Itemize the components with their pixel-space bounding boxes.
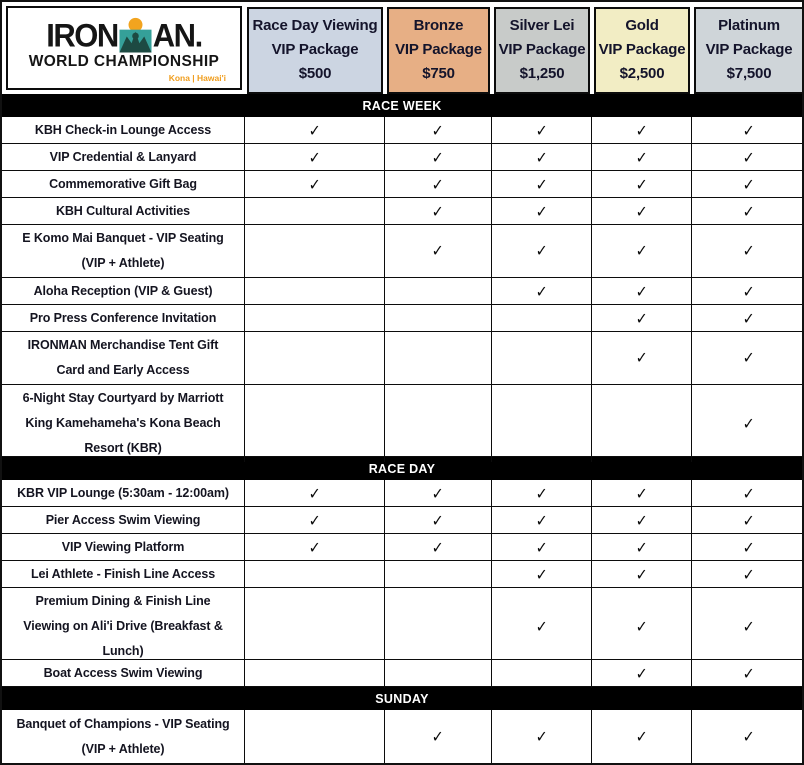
package-name: Platinum xyxy=(718,17,780,35)
package-header-race-day-viewing xyxy=(247,7,383,94)
check-cell xyxy=(492,198,592,226)
checkmark-icon: ✓ xyxy=(308,539,321,557)
package-header-silver-lei xyxy=(494,7,590,94)
check-cell xyxy=(492,225,592,277)
check-cell xyxy=(692,710,804,763)
package-price: $1,250 xyxy=(519,65,565,83)
checkmark-icon: ✓ xyxy=(431,149,445,167)
feature-cell: KBH Cultural Activities xyxy=(2,198,245,226)
check-cell xyxy=(692,507,804,535)
check-cell xyxy=(385,480,492,508)
checkmark-icon: ✓ xyxy=(431,203,445,221)
table-row xyxy=(2,507,802,534)
empty-cell xyxy=(492,305,592,333)
check-cell xyxy=(492,480,592,508)
check-cell xyxy=(692,305,804,333)
check-cell xyxy=(592,198,692,226)
table-row xyxy=(2,117,802,144)
checkmark-icon: ✓ xyxy=(635,243,648,260)
check-cell xyxy=(692,588,804,665)
checkmark-icon: ✓ xyxy=(635,310,648,328)
empty-cell xyxy=(385,561,492,589)
checkmark-icon: ✓ xyxy=(635,149,648,167)
check-cell xyxy=(385,117,492,145)
checkmark-icon: ✓ xyxy=(535,149,548,167)
table-body xyxy=(2,94,802,763)
check-cell xyxy=(245,480,385,508)
feature-cell: VIP Viewing Platform xyxy=(2,534,245,562)
check-cell xyxy=(592,278,692,306)
checkmark-icon: ✓ xyxy=(535,618,548,636)
checkmark-icon: ✓ xyxy=(431,512,445,530)
empty-cell xyxy=(385,660,492,688)
checkmark-icon: ✓ xyxy=(742,310,756,328)
package-price: $500 xyxy=(298,65,332,83)
empty-cell xyxy=(245,385,385,462)
package-line2: VIP Package xyxy=(598,41,686,59)
check-cell xyxy=(245,534,385,562)
table-row xyxy=(2,305,802,332)
package-name: Silver Lei xyxy=(509,17,575,35)
checkmark-icon: ✓ xyxy=(635,203,648,221)
empty-cell xyxy=(245,588,385,665)
feature-cell: Commemorative Gift Bag xyxy=(2,171,245,199)
check-cell xyxy=(692,660,804,688)
table-row xyxy=(2,588,802,660)
empty-cell xyxy=(492,660,592,688)
check-cell xyxy=(592,171,692,199)
table-row xyxy=(2,385,802,457)
checkmark-icon: ✓ xyxy=(742,485,756,503)
checkmark-icon: ✓ xyxy=(431,122,445,140)
mdot-sun-icon xyxy=(119,17,152,53)
package-line2: VIP Package xyxy=(705,41,793,59)
checkmark-icon: ✓ xyxy=(742,350,756,367)
checkmark-icon: ✓ xyxy=(431,243,445,260)
checkmark-icon: ✓ xyxy=(535,176,548,194)
check-cell xyxy=(245,507,385,535)
checkmark-icon: ✓ xyxy=(535,122,548,140)
check-cell xyxy=(592,332,692,384)
check-cell xyxy=(692,332,804,384)
check-cell xyxy=(492,278,592,306)
table-row xyxy=(2,198,802,225)
table-row xyxy=(2,278,802,305)
check-cell xyxy=(692,117,804,145)
checkmark-icon: ✓ xyxy=(635,283,648,301)
check-cell xyxy=(592,588,692,665)
feature-cell: E Komo Mai Banquet - VIP Seating (VIP + Athlete) xyxy=(2,225,245,277)
check-cell xyxy=(592,225,692,277)
table-row xyxy=(2,534,802,561)
package-header-gold xyxy=(594,7,690,94)
package-line2: VIP Package xyxy=(271,41,359,59)
section-bar-race-day: RACE DAY xyxy=(2,457,802,480)
table-row xyxy=(2,171,802,198)
checkmark-icon: ✓ xyxy=(535,539,548,557)
checkmark-icon: ✓ xyxy=(742,203,756,221)
check-cell xyxy=(385,534,492,562)
check-cell xyxy=(592,117,692,145)
table-row xyxy=(2,561,802,588)
table-row xyxy=(2,144,802,171)
feature-cell: Boat Access Swim Viewing xyxy=(2,660,245,688)
check-cell xyxy=(492,588,592,665)
feature-cell: Banquet of Champions - VIP Seating (VIP + Athlete) xyxy=(2,710,245,763)
checkmark-icon: ✓ xyxy=(742,176,756,194)
checkmark-icon: ✓ xyxy=(431,539,445,557)
check-cell xyxy=(592,144,692,172)
package-header-platinum xyxy=(694,7,804,94)
check-cell xyxy=(592,561,692,589)
check-cell xyxy=(245,171,385,199)
check-cell xyxy=(385,507,492,535)
package-header-bronze xyxy=(387,7,490,94)
check-cell xyxy=(592,660,692,688)
check-cell xyxy=(692,534,804,562)
brand-text-suffix: AN. xyxy=(152,17,202,54)
empty-cell xyxy=(385,385,492,462)
check-cell xyxy=(492,144,592,172)
checkmark-icon: ✓ xyxy=(431,485,445,503)
checkmark-icon: ✓ xyxy=(742,149,756,167)
empty-cell xyxy=(385,588,492,665)
check-cell xyxy=(692,225,804,277)
empty-cell xyxy=(385,278,492,306)
checkmark-icon: ✓ xyxy=(635,539,648,557)
feature-cell: Pier Access Swim Viewing xyxy=(2,507,245,535)
checkmark-icon: ✓ xyxy=(308,122,321,140)
table-row xyxy=(2,710,802,763)
check-cell xyxy=(245,144,385,172)
checkmark-icon: ✓ xyxy=(635,485,648,503)
check-cell xyxy=(385,710,492,763)
checkmark-icon: ✓ xyxy=(431,176,445,194)
ironman-logo xyxy=(6,6,242,90)
checkmark-icon: ✓ xyxy=(535,203,548,221)
empty-cell xyxy=(492,332,592,384)
checkmark-icon: ✓ xyxy=(635,728,648,746)
check-cell xyxy=(492,117,592,145)
checkmark-icon: ✓ xyxy=(308,485,321,503)
empty-cell xyxy=(385,332,492,384)
feature-cell: Pro Press Conference Invitation xyxy=(2,305,245,333)
checkmark-icon: ✓ xyxy=(535,243,548,260)
checkmark-icon: ✓ xyxy=(635,618,648,636)
feature-cell: VIP Credential & Lanyard xyxy=(2,144,245,172)
checkmark-icon: ✓ xyxy=(308,176,321,194)
check-cell xyxy=(385,171,492,199)
check-cell xyxy=(245,117,385,145)
empty-cell xyxy=(245,561,385,589)
feature-cell: Premium Dining & Finish Line Viewing on Ali'i Drive (Breakfast & Lunch) xyxy=(2,588,245,665)
package-price: $750 xyxy=(422,65,455,83)
empty-cell xyxy=(492,385,592,462)
table-row xyxy=(2,660,802,687)
checkmark-icon: ✓ xyxy=(742,415,756,433)
empty-cell xyxy=(245,225,385,277)
empty-cell xyxy=(592,385,692,462)
checkmark-icon: ✓ xyxy=(535,566,548,584)
checkmark-icon: ✓ xyxy=(535,728,548,746)
check-cell xyxy=(592,507,692,535)
checkmark-icon: ✓ xyxy=(635,350,648,367)
empty-cell xyxy=(245,278,385,306)
check-cell xyxy=(692,480,804,508)
checkmark-icon: ✓ xyxy=(742,566,756,584)
feature-cell: KBH Check-in Lounge Access xyxy=(2,117,245,145)
check-cell xyxy=(692,385,804,462)
logo-subtitle: WORLD CHAMPIONSHIP xyxy=(28,52,220,70)
checkmark-icon: ✓ xyxy=(635,122,648,140)
check-cell xyxy=(592,534,692,562)
checkmark-icon: ✓ xyxy=(431,728,445,746)
feature-cell: Aloha Reception (VIP & Guest) xyxy=(2,278,245,306)
ironman-wordmark xyxy=(46,14,202,54)
check-cell xyxy=(492,561,592,589)
checkmark-icon: ✓ xyxy=(742,618,756,636)
section-bar-sunday: SUNDAY xyxy=(2,687,802,710)
check-cell xyxy=(592,710,692,763)
feature-cell: Lei Athlete - Finish Line Access xyxy=(2,561,245,589)
package-price: $2,500 xyxy=(619,65,665,83)
brand-text-prefix: IRON xyxy=(46,17,118,54)
check-cell xyxy=(385,225,492,277)
checkmark-icon: ✓ xyxy=(535,512,548,530)
checkmark-icon: ✓ xyxy=(308,149,321,167)
check-cell xyxy=(385,144,492,172)
checkmark-icon: ✓ xyxy=(535,485,548,503)
empty-cell xyxy=(245,710,385,763)
checkmark-icon: ✓ xyxy=(742,283,756,301)
package-name: Gold xyxy=(625,17,659,35)
table-row xyxy=(2,225,802,278)
empty-cell xyxy=(245,660,385,688)
empty-cell xyxy=(245,305,385,333)
package-name: Race Day Viewing xyxy=(252,17,378,35)
check-cell xyxy=(692,278,804,306)
check-cell xyxy=(592,305,692,333)
feature-cell: IRONMAN Merchandise Tent Gift Card and Early Access xyxy=(2,332,245,384)
check-cell xyxy=(492,534,592,562)
check-cell xyxy=(692,144,804,172)
check-cell xyxy=(592,480,692,508)
table-row xyxy=(2,332,802,385)
check-cell xyxy=(692,561,804,589)
package-header-row xyxy=(2,2,802,94)
table-row xyxy=(2,480,802,507)
check-cell xyxy=(692,171,804,199)
checkmark-icon: ✓ xyxy=(535,283,548,301)
check-cell xyxy=(692,198,804,226)
empty-cell xyxy=(245,332,385,384)
checkmark-icon: ✓ xyxy=(742,665,756,683)
section-bar-race-week: RACE WEEK xyxy=(2,94,802,117)
check-cell xyxy=(492,171,592,199)
feature-cell: 6-Night Stay Courtyard by Marriott King Kamehameha's Kona Beach Resort (KBR) xyxy=(2,385,245,462)
checkmark-icon: ✓ xyxy=(742,512,756,530)
empty-cell xyxy=(385,305,492,333)
package-line2: VIP Package xyxy=(395,41,482,59)
checkmark-icon: ✓ xyxy=(635,665,648,683)
empty-cell xyxy=(245,198,385,226)
package-name: Bronze xyxy=(413,17,464,35)
package-line2: VIP Package xyxy=(498,41,586,59)
check-cell xyxy=(492,710,592,763)
checkmark-icon: ✓ xyxy=(742,122,756,140)
checkmark-icon: ✓ xyxy=(635,566,648,584)
checkmark-icon: ✓ xyxy=(742,243,756,260)
feature-cell: KBR VIP Lounge (5:30am - 12:00am) xyxy=(2,480,245,508)
checkmark-icon: ✓ xyxy=(308,512,321,530)
check-cell xyxy=(492,507,592,535)
checkmark-icon: ✓ xyxy=(635,512,648,530)
package-price: $7,500 xyxy=(726,65,772,83)
check-cell xyxy=(385,198,492,226)
checkmark-icon: ✓ xyxy=(635,176,648,194)
checkmark-icon: ✓ xyxy=(742,728,756,746)
checkmark-icon: ✓ xyxy=(742,539,756,557)
logo-location: Kona | Hawai'i xyxy=(168,72,226,83)
